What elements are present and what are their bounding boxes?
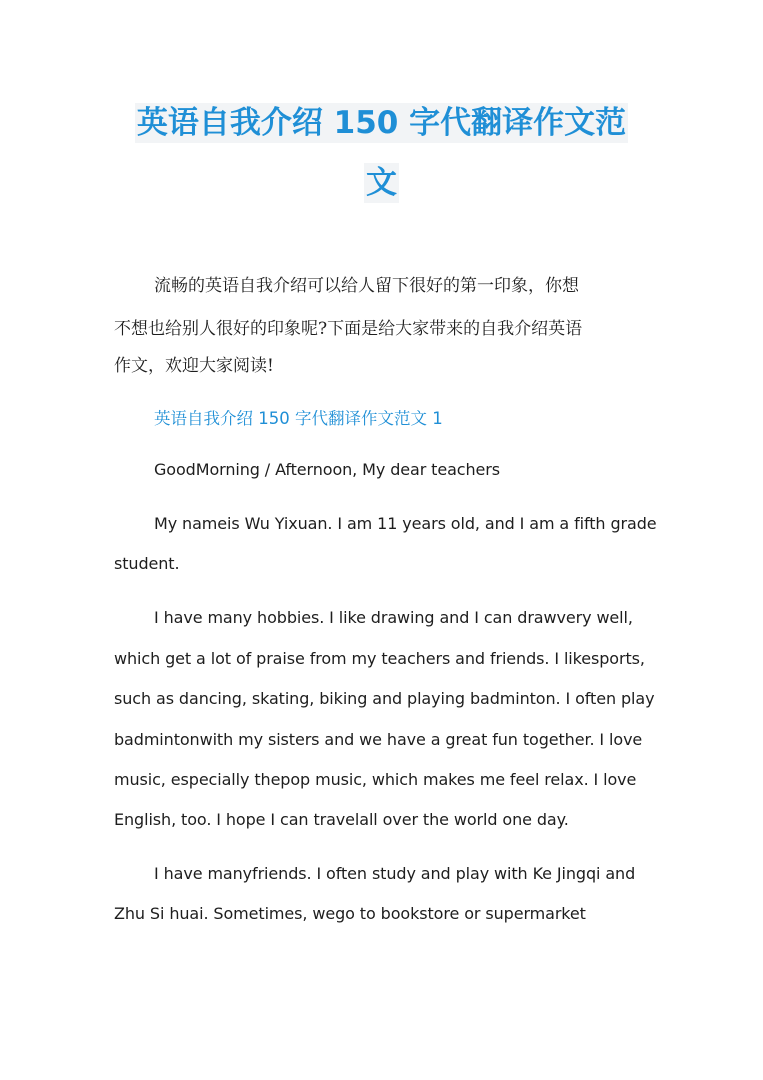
paragraph-2-line-1: I have many hobbies. I like drawing and I can drawvery well,	[154, 608, 633, 627]
intro-line-3: 作文，欢迎大家阅读!	[114, 356, 274, 376]
paragraph-2-line-4: badmintonwith my sisters and we have a great fun together. I love	[114, 730, 643, 749]
greeting-line: GoodMorning / Afternoon, My dear teachers	[154, 460, 500, 479]
document-title-line-1	[0, 100, 763, 146]
document-title-line-2	[0, 160, 763, 206]
intro-line-1: 流畅的英语自我介绍可以给人留下很好的第一印象，你想	[154, 276, 579, 296]
intro-line-2: 不想也给别人很好的印象呢?下面是给大家带来的自我介绍英语	[114, 319, 583, 339]
title-text-1: 英语自我介绍 150 字代翻译作文范	[136, 105, 627, 141]
paragraph-1-line-1: My nameis Wu Yixuan. I am 11 years old, and I am a fifth grade	[154, 514, 657, 533]
paragraph-2-line-6: English, too. I hope I can travelall over the world one day.	[114, 810, 569, 829]
paragraph-1-line-2: student.	[114, 554, 180, 573]
paragraph-3-line-2: Zhu Si huai. Sometimes, wego to bookstore or supermarket	[114, 904, 586, 923]
section-heading: 英语自我介绍 150 字代翻译作文范文 1	[154, 409, 443, 428]
paragraph-2-line-2: which get a lot of praise from my teachers and friends. I likesports,	[114, 649, 645, 668]
paragraph-3-line-1: I have manyfriends. I often study and play with Ke Jingqi and	[154, 864, 636, 883]
title-text-2: 文	[366, 165, 397, 201]
paragraph-2-line-3: such as dancing, skating, biking and playing badminton. I often play	[114, 689, 655, 708]
paragraph-2-line-5: music, especially thepop music, which makes me feel relax. I love	[114, 770, 637, 789]
